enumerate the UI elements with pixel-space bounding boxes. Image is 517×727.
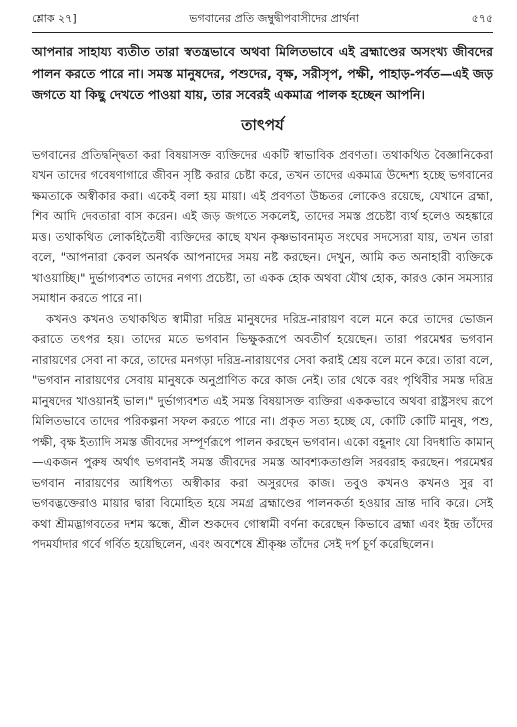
page-number: ৫৭৫ bbox=[471, 12, 493, 25]
header-divider bbox=[32, 32, 493, 33]
purport-paragraph-1: ভগবানের প্রতিদ্বন্দ্বিতা করা বিষয়াসক্ত ব্যক্তিদের একটি স্বাভাবিক প্রবণতা। তথাকথিত বৈজ্ঞানিকেরা যখন তাদের গবেষণাগারে জীবন সৃষ্টি করার চেষ্টা করে, তখন তাদের একমাত্র উদ্দেশ্য হচ্ছে ভগবানের ক্ষমতাকে অস্বীকার করা। একেই বলা হয় মায়া। এই প্রবণতা উচ্চতর লোকেও রয়েছে, যেখানে ব্রহ্মা, শিব আদি দেবতারা বাস করেন। এই জড় জগতে সকলেই, তাদের সমস্ত প্রচেষ্টা ব্যর্থ হলেও অহঙ্কারে মত্ত। তথাকথিত লোকহিতৈষী ব্যক্তিদের কাছে যখন কৃষ্ণভাবনামৃত সংঘের সদস্যেরা যায়, তখন তারা বলে, "আপনারা কেবল অনর্থক আপনাদের সময় নষ্ট করছেন। দেখুন, আমি কত অনাহারী ব্যক্তিকে খাওয়াচ্ছি।" দুর্ভাগ্যবশত তাদের নগণ্য প্রচেষ্টা, তা একক হোক অথবা যৌথ হোক, কারও কোন সমস্যার সমাধান করতে পারে না। bbox=[32, 147, 493, 305]
purport-paragraph-2: কখনও কখনও তথাকথিত স্বামীরা দরিদ্র মানুষদের দরিদ্র-নারায়ণ বলে মনে করে তাদের ভোজন করাতে তৎপর হয়। তাদের মতে ভগবান ভিক্ষুকরূপে অবতীর্ণ হয়েছেন। তারা পরমেশ্বর ভগবান নারায়ণের সেবা না করে, তাদের মনগড়া দরিদ্র-নারায়ণের সেবা করাই শ্রেয় বলে মনে করে। তারা বলে, "ভগবান নারায়ণের সেবায় মানুষকে অনুপ্রাণিত করে কাজ নেই। তার থেকে বরং পৃথিবীর সমস্ত দরিদ্র মানুষদের খাওয়ানই ভাল।" দুর্ভাগ্যবশত এই সমস্ত বিষয়াসক্ত ব্যক্তিরা এককভাবে অথবা রাষ্ট্রসংঘ রূপে মিলিতভাবে তাদের পরিকল্পনা সফল করতে পারে না। প্রকৃত সত্য হচ্ছে যে, কোটি কোটি মানুষ, পশু, পক্ষী, বৃক্ষ ইত্যাদি সমস্ত জীবদের সম্পূর্ণরূপে পালন করছেন ভগবান। একো বহূনাং যো বিদধাতি কামান্—একজন পুরুষ অর্থাৎ ভগবানই সমস্ত জীবদের সমস্ত আবশ্যকতাগুলি সরবরাহ করছেন। পরমেশ্বর ভগবান নারায়ণের আধিপত্য অস্বীকার করা অসুরদের কাজ। তবুও কখনও কখনও সুর বা ভগবদ্ভক্তেরাও মায়ার দ্বারা বিমোহিত হয়ে সমগ্র ব্রহ্মাণ্ডের পালনকর্তা হওয়ার ভ্রান্ত দাবি করে। সেই কথা শ্রীমদ্ভাগবতের দশম স্কন্ধে, শ্রীল শুকদেব গোস্বামী বর্ণনা করেছেন কিভাবে ব্রহ্মা এবং ইন্দ্র তাঁদের পদমর্যাদার গর্বে গর্বিত হয়েছিলেন, এবং অবশেষে শ্রীকৃষ্ণ তাঁদের সেই দর্প চূর্ণ করেছিলেন। bbox=[32, 311, 493, 551]
header-verse-ref: শ্লোক ২৭] bbox=[32, 12, 77, 25]
header-chapter-title: ভগবানের প্রতি জম্বুদ্বীপবাসীদের প্রার্থনা bbox=[189, 12, 359, 25]
purport-heading: তাৎপর্য bbox=[241, 115, 284, 134]
verse-translation: আপনার সাহায্য ব্যতীত তারা স্বতন্ত্রভাবে অথবা মিলিতভাবে এই ব্রহ্মাণ্ডের অসংখ্য জীবদের পালন করতে পারে না। সমস্ত মানুষদের, পশুদের, বৃক্ষ, সরীসৃপ, পক্ষী, পাহাড়-পর্বত—এই জড় জগতে যা কিছু দেখতে পাওয়া যায়, তার সবেরই একমাত্র পালক হচ্ছেন আপনি। bbox=[32, 44, 493, 102]
running-header bbox=[32, 10, 493, 30]
